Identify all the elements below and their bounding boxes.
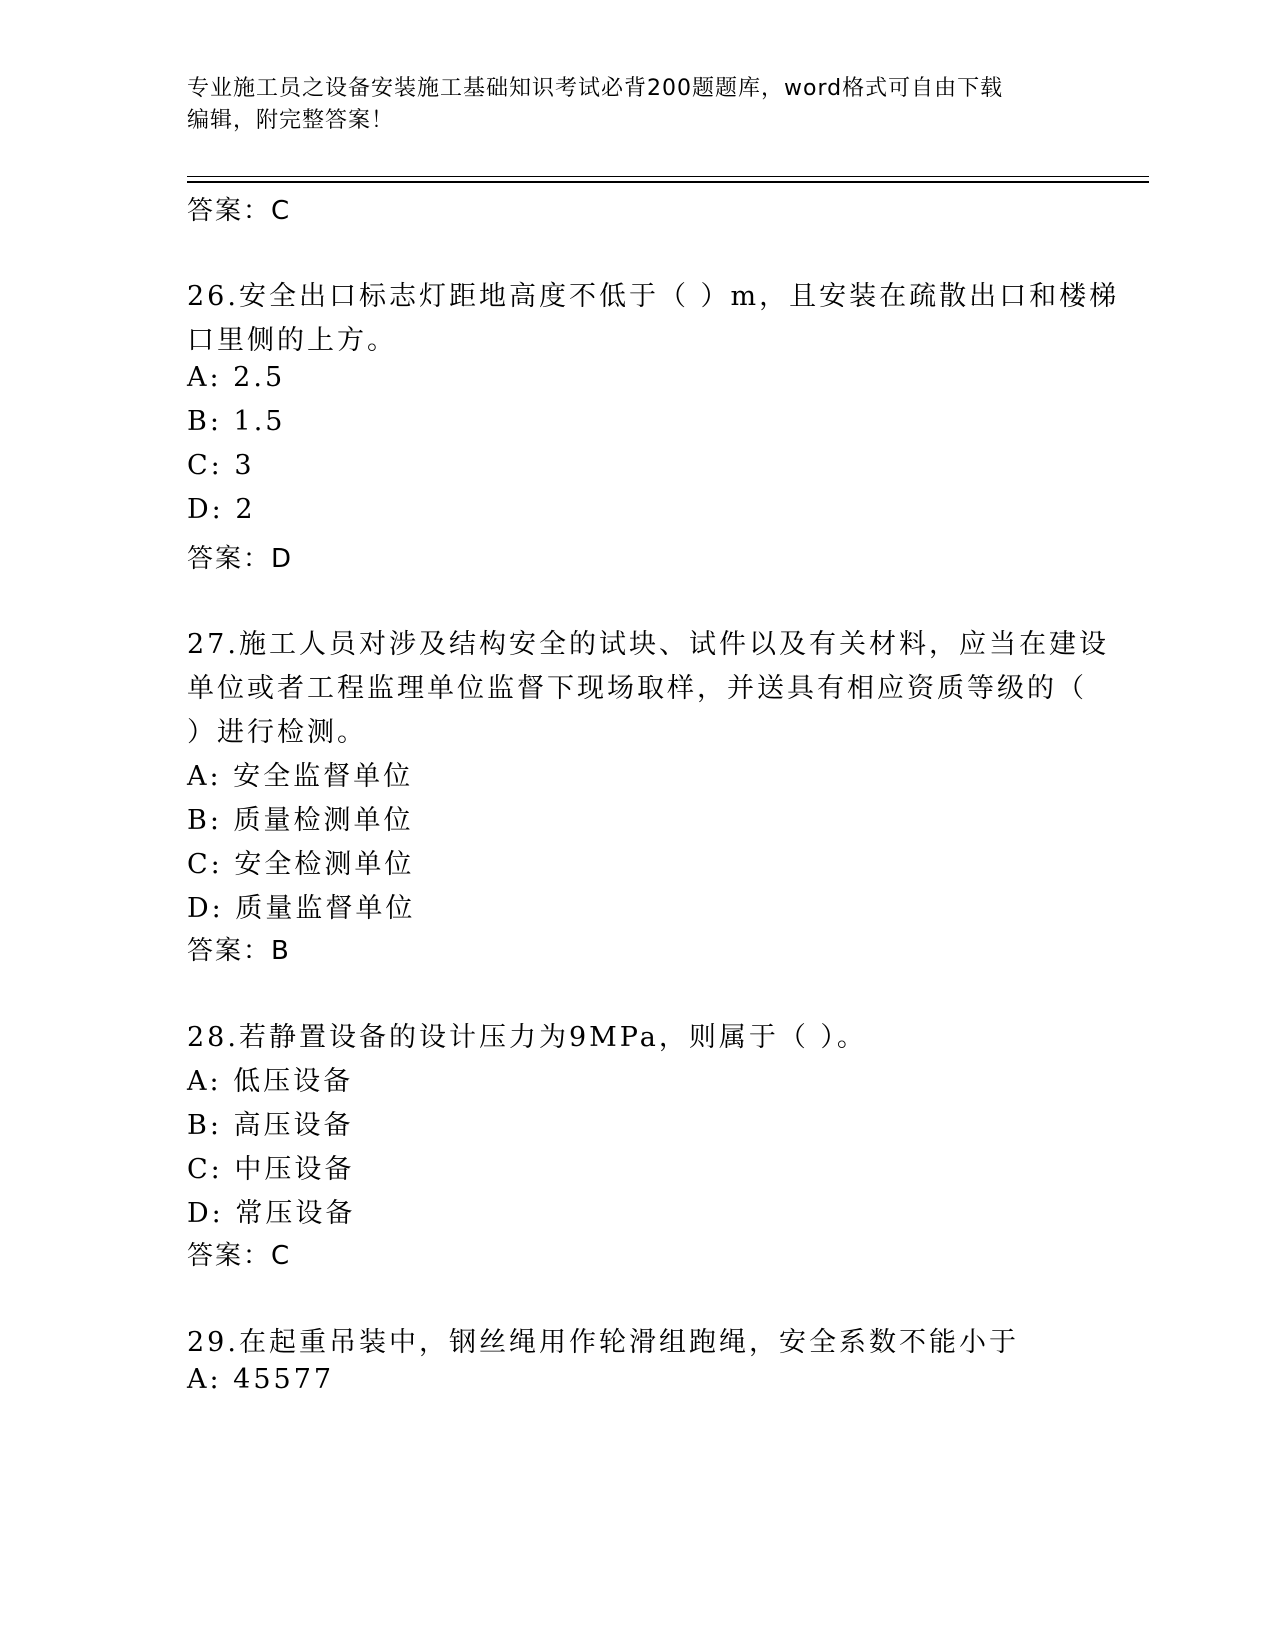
question-stem-line: 28.若静置设备的设计压力为9MPa，则属于（ ）。: [187, 1022, 867, 1053]
answer-line: 答案：C: [187, 1241, 292, 1271]
answer-line: 答案：B: [187, 936, 291, 966]
option-b: B: 1.5: [187, 406, 286, 437]
option-a: A: 45577: [187, 1364, 335, 1395]
option-c: C: 中压设备: [187, 1154, 355, 1185]
question-stem-line: 27.施工人员对涉及结构安全的试块、试件以及有关材料，应当在建设: [187, 629, 1109, 660]
question-stem-line: 29.在起重吊装中，钢丝绳用作轮滑组跑绳，安全系数不能小于: [187, 1327, 1019, 1358]
option-d: D: 2: [187, 494, 256, 525]
option-d: D: 常压设备: [187, 1198, 356, 1229]
question-stem-line: 单位或者工程监理单位监督下现场取样，并送具有相应资质等级的（: [187, 673, 1087, 704]
question-stem-line: ）进行检测。: [187, 717, 367, 748]
document-header: [187, 73, 1087, 137]
header-divider-thick: [187, 181, 1149, 183]
question-stem-line: 口里侧的上方。: [187, 325, 397, 356]
header-divider: [187, 176, 1149, 177]
answer-line: 答案：D: [187, 544, 294, 574]
header-line-2: 编辑，附完整答案！: [187, 108, 395, 133]
option-b: B: 高压设备: [187, 1110, 354, 1141]
previous-answer: 答案：C: [187, 196, 292, 226]
option-c: C: 3: [187, 450, 255, 481]
option-a: A: 低压设备: [187, 1066, 354, 1097]
header-line-1: 专业施工员之设备安装施工基础知识考试必背200题题库，word格式可自由下载: [187, 76, 1004, 101]
option-c: C: 安全检测单位: [187, 849, 415, 880]
option-a: A: 2.5: [187, 362, 286, 393]
option-d: D: 质量监督单位: [187, 893, 416, 924]
option-b: B: 质量检测单位: [187, 805, 414, 836]
question-stem-line: 26.安全出口标志灯距地高度不低于（ ）m，且安装在疏散出口和楼梯: [187, 281, 1120, 312]
option-a: A: 安全监督单位: [187, 761, 414, 792]
